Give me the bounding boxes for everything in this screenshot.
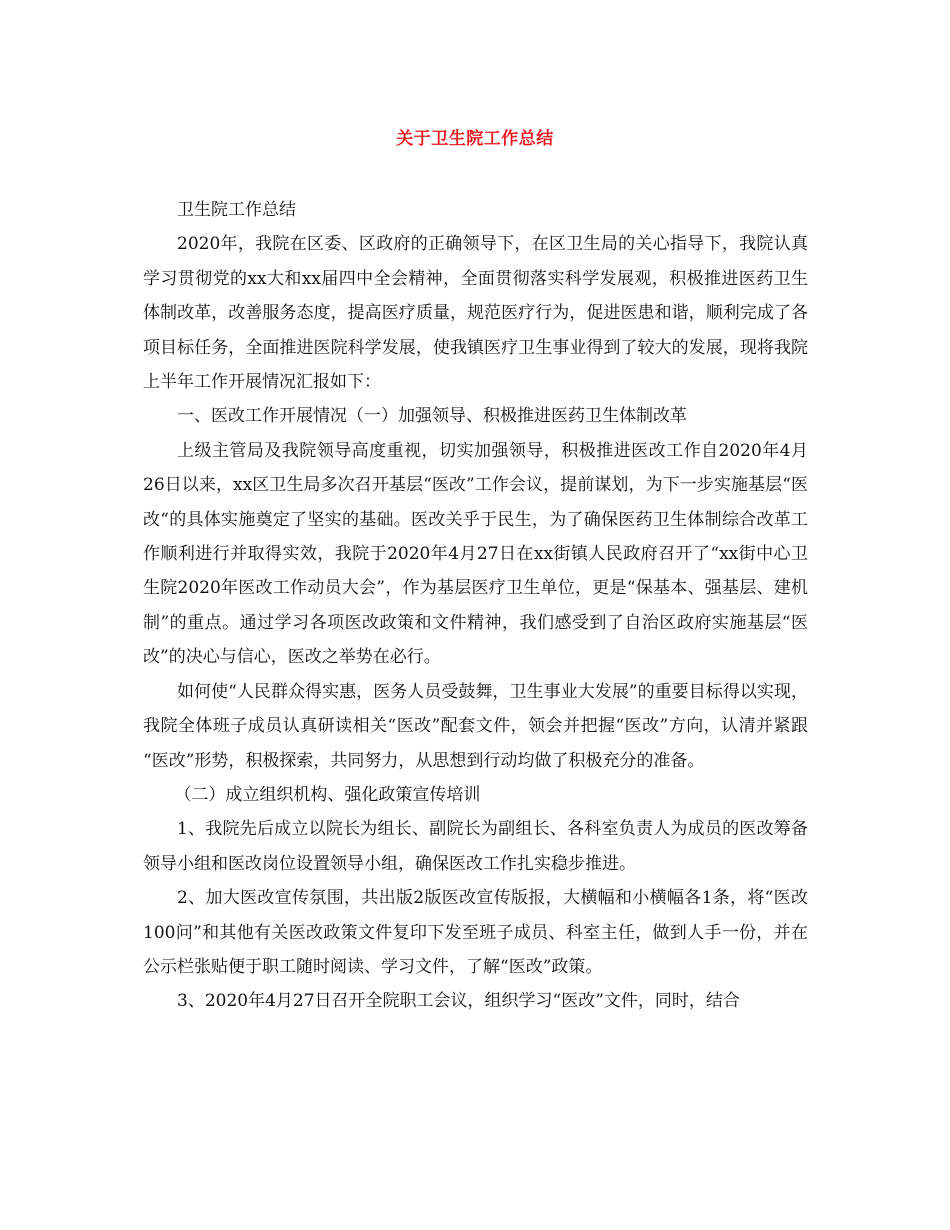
list-item: 3、2020年4月27日召开全院职工会议，组织学习“医改”文件，同时，结合: [177, 991, 740, 1012]
paragraph-subtitle: 卫生院工作总结: [177, 200, 296, 220]
document-body: [143, 193, 808, 1019]
paragraph-intro: 2020年，我院在区委、区政府的正确领导下，在区卫生局的关心指导下，我院认真学习贯彻党的xx大和xx届四中全会精神，全面贯彻落实科学发展观，积极推进医药卫生体制改革，改善服务态度，提高医疗质量，规范医疗行为，促进医患和谐，顺利完成了各项目标任务，全面推进医院科学发展，使我镇医疗卫生事业得到了较大的发展，现将我院上半年工作开展情况汇报如下：: [143, 234, 808, 393]
paragraph: 如何使“人民群众得实惠，医务人员受鼓舞，卫生事业大发展”的重要目标得以实现，我院全体班子成员认真研读相关“医改”配套文件，领会并把握“医改”方向，认清并紧跟 “医改”形势，积极探索，共同努力，从思想到行动均做了积极充分的准备。: [143, 681, 808, 771]
paragraph: 上级主管局及我院领导高度重视，切实加强领导，积极推进医改工作自2020年4月26日以来，xx区卫生局多次召开基层“医改”工作会议，提前谋划，为下一步实施基层“医改“的具体实施奠定了坚实的基础。医改关乎于民生，为了确保医药卫生体制综合改革工作顺利进行并取得实效，我院于2020年4月27日在xx街镇人民政府召开了“xx街中心卫生院2020年医改工作动员大会”，作为基层医疗卫生单位，更是“保基本、强基层、建机制”的重点。通过学习各项医改政策和文件精神，我们感受到了自治区政府实施基层“医改”的决心与信心，医改之举势在必行。: [143, 440, 808, 668]
document-title: 关于卫生院工作总结: [396, 129, 554, 149]
section-heading-1: 一、医改工作开展情况（一）加强领导、积极推进医药卫生体制改革: [177, 406, 687, 427]
section-heading-2: （二）成立组织机构、强化政策宣传培训: [174, 784, 481, 805]
list-item: 2、加大医改宣传氛围，共出版2版医改宣传版报，大横幅和小横幅各1条，将“医改100问”和其他有关医改政策文件复印下发至班子成员、科室主任，做到人手一份，并在公示栏张贴便于职工随时阅读、学习文件，了解“医改”政策。: [143, 888, 808, 977]
list-item: 1、我院先后成立以院长为组长、副院长为副组长、各科室负责人为成员的医改筹备领导小组和医改岗位设置领导小组，确保医改工作扎实稳步推进。: [143, 819, 808, 874]
